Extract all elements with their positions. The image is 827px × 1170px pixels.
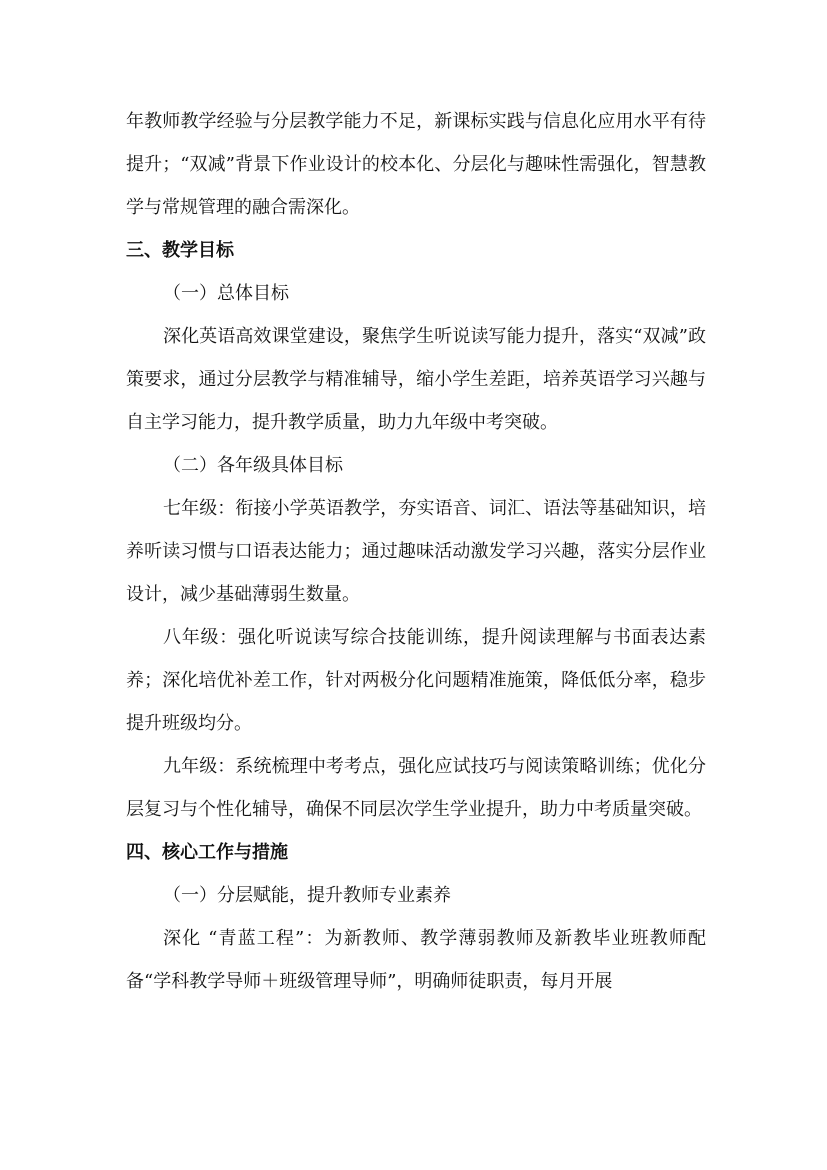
subheading-overall-goals: （一）总体目标 [163,283,289,304]
subheading-grade-goals: （二）各年级具体目标 [163,455,343,476]
paragraph-overall-goals: 深化英语高效课堂建设，聚焦学生听说读写能力提升，落实“双减”政策要求，通过分层教学与精准辅导，缩小学生差距，培养英语学习兴趣与自主学习能力，提升教学质量，助力九年级中考突破。 [126,326,706,433]
document-page [126,100,706,1003]
paragraph-grade-7: 七年级：衔接小学英语教学，夯实语音、词汇、语法等基础知识，培养听读习惯与口语表达能力；通过趣味活动激发学习兴趣，落实分层作业设计，减少基础薄弱生数量。 [126,498,706,605]
paragraph-continuation: 年教师教学经验与分层教学能力不足，新课标实践与信息化应用水平有待提升；“双减”背景下作业设计的校本化、分层化与趣味性需强化，智慧教学与常规管理的融合需深化。 [126,111,706,218]
paragraph-qinglan-project: 深化 “青蓝工程”：为新教师、教学薄弱教师及新教毕业班教师配备“学科教学导师＋班级管理导师”，明确师徒职责，每月开展 [126,928,706,992]
section-heading-teaching-goals: 三、教学目标 [126,240,234,261]
paragraph-grade-8: 八年级：强化听说读写综合技能训练，提升阅读理解与书面表达素养；深化培优补差工作，针对两极分化问题精准施策，降低低分率，稳步提升班级均分。 [126,627,706,734]
subheading-teacher-training: （一）分层赋能，提升教师专业素养 [163,885,451,906]
paragraph-grade-9: 九年级：系统梳理中考考点，强化应试技巧与阅读策略训练；优化分层复习与个性化辅导，确保不同层次学生学业提升，助力中考质量突破。 [126,756,706,820]
section-heading-core-work: 四、核心工作与措施 [126,842,288,863]
